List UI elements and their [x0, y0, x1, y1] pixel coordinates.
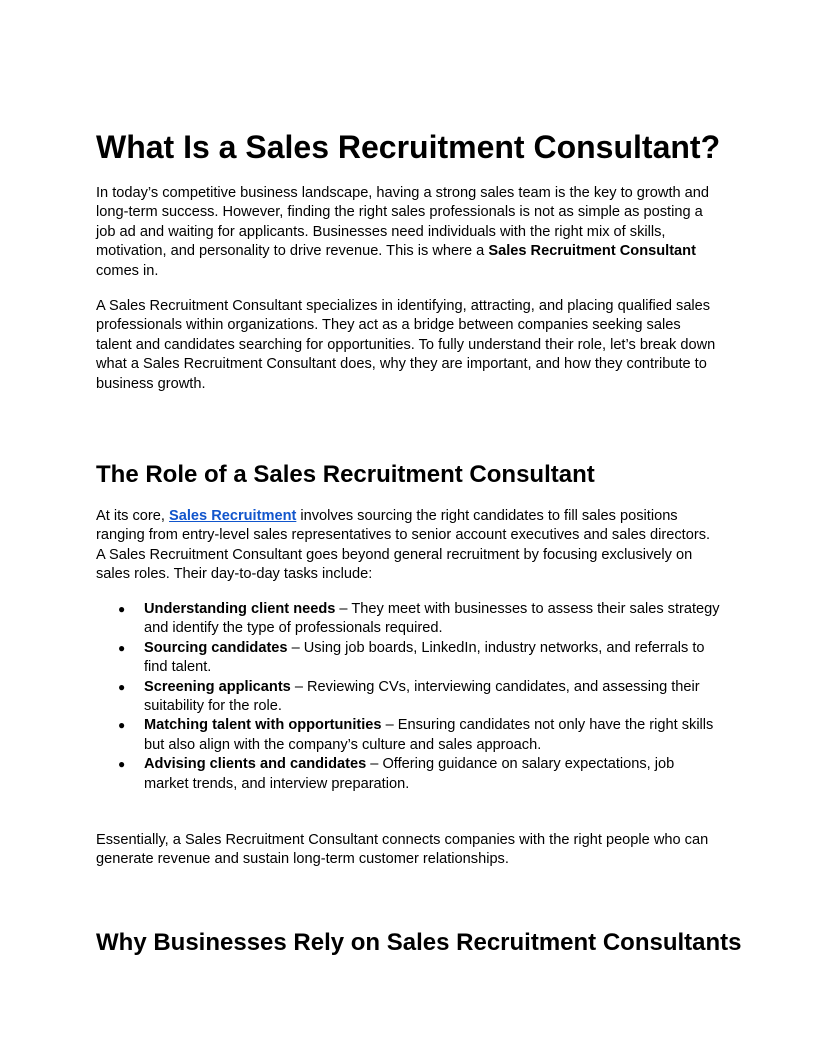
closing-paragraph: Essentially, a Sales Recruitment Consultant connects companies with the right people who can generate revenue and sustain long-term customer relationships.: [96, 832, 709, 868]
section-heading-why: Why Businesses Rely on Sales Recruitment Consultants: [96, 929, 742, 956]
intro-paragraph-2: A Sales Recruitment Consultant specializes in identifying, attracting, and placing qualified sales professionals within organizations. They act as a bridge between companies seeking sales talent and candidates searching for opportunities. To fully understand their role, let’s break down what a Sales Recruitment Consultant does, why they are important, and how they contribute to business growth.: [96, 298, 716, 392]
list-item: [96, 755, 720, 794]
sales-recruitment-link[interactable]: Sales Recruitment: [169, 508, 297, 524]
role-paragraph: [96, 507, 720, 585]
list-item-title: Screening applicants: [144, 678, 291, 695]
intro-paragraph-1: [96, 184, 720, 281]
list-item: [96, 600, 720, 639]
list-item: [96, 678, 720, 717]
role-text-end: involves sourcing the right candidates to fill sales positions ranging from entry-level sales representatives to senior account executives and sales directors. A Sales Recruitment Consultant goes beyond general recruitment by focusing exclusively on sales roles. Their day-to-day tasks include:: [96, 508, 711, 583]
bullet-icon: ●: [118, 640, 126, 655]
list-item-text: – Reviewing CVs, interviewing candidates, and assessing their suitability for the role.: [144, 678, 700, 715]
list-item-title: Sourcing candidates: [144, 639, 288, 656]
list-item-text: – Offering guidance on salary expectations, job market trends, and interview preparation.: [144, 756, 675, 792]
intro-text: In today’s competitive business landscape, having a strong sales team is the key to growth and long-term success. However, finding the right sales professionals is not as simple as posting a job ad and waiting for applicants. Businesses need individuals with the right mix of skills, motivation, and personality to drive revenue. This is where a: [96, 185, 710, 260]
list-item: [96, 639, 720, 678]
list-item: [96, 716, 720, 755]
list-item-title: Understanding client needs: [144, 601, 336, 617]
bullet-icon: ●: [118, 757, 126, 772]
bullet-icon: ●: [118, 679, 126, 694]
list-item-text: – Ensuring candidates not only have the right skills but also align with the company’s culture and sales approach.: [144, 717, 714, 753]
tasks-list: [96, 600, 720, 794]
section-heading-role: The Role of a Sales Recruitment Consultant: [96, 461, 595, 488]
list-item-title: Matching talent with opportunities: [144, 717, 382, 734]
page-title: What Is a Sales Recruitment Consultant?: [96, 129, 721, 165]
list-item-text: – They meet with businesses to assess their sales strategy and identify the type of professionals required.: [144, 601, 720, 637]
list-item-title: Advising clients and candidates: [144, 756, 367, 773]
list-item-text: – Using job boards, LinkedIn, industry networks, and referrals to find talent.: [144, 639, 705, 676]
bullet-icon: ●: [118, 718, 126, 733]
intro-text-end: comes in.: [96, 262, 159, 279]
role-text-start: At its core,: [96, 508, 169, 524]
bullet-icon: ●: [118, 602, 126, 616]
intro-bold-term: Sales Recruitment Consultant: [488, 243, 696, 260]
